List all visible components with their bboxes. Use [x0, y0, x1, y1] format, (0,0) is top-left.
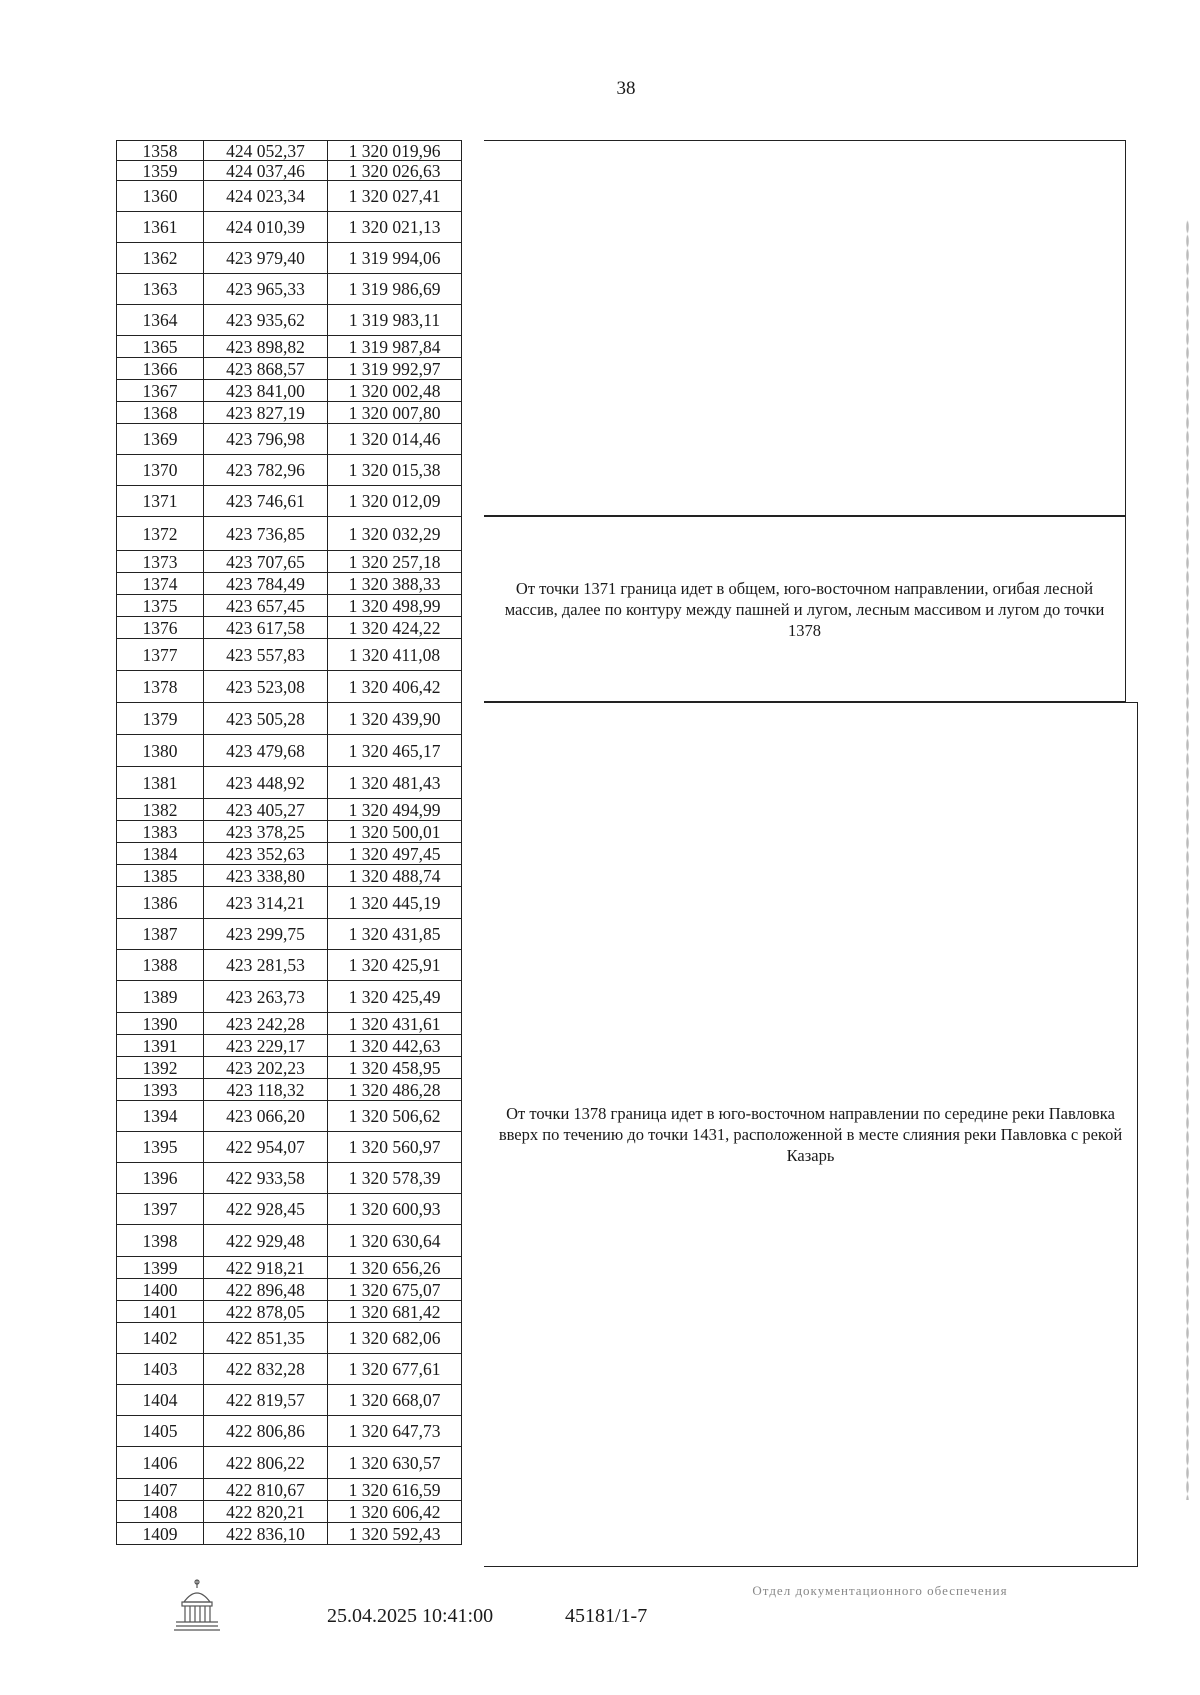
point-number-cell: 1363 — [117, 274, 204, 305]
y-coordinate-cell: 1 320 481,43 — [328, 767, 462, 799]
y-coordinate-cell: 1 320 616,59 — [328, 1479, 462, 1501]
x-coordinate-cell: 422 928,45 — [204, 1194, 328, 1225]
x-coordinate-cell: 422 810,67 — [204, 1479, 328, 1501]
x-coordinate-cell: 422 851,35 — [204, 1323, 328, 1354]
table-row — [117, 517, 462, 551]
table-row — [117, 1501, 462, 1523]
table-row — [117, 1354, 462, 1385]
x-coordinate-cell: 423 784,49 — [204, 573, 328, 595]
y-coordinate-cell: 1 319 987,84 — [328, 336, 462, 358]
point-number-cell: 1399 — [117, 1257, 204, 1279]
table-row — [117, 1479, 462, 1501]
y-coordinate-cell: 1 320 424,22 — [328, 617, 462, 639]
x-coordinate-cell: 423 479,68 — [204, 735, 328, 767]
y-coordinate-cell: 1 320 388,33 — [328, 573, 462, 595]
y-coordinate-cell: 1 320 681,42 — [328, 1301, 462, 1323]
x-coordinate-cell: 423 202,23 — [204, 1057, 328, 1079]
x-coordinate-cell: 423 118,32 — [204, 1079, 328, 1101]
table-row — [117, 161, 462, 181]
boundary-description-2-text: От точки 1371 граница идет в общем, юго-восточном направлении, огибая лесной массив, далее по контуру между пашней и лугом, лесным массивом и лугом до точки 1378 — [504, 578, 1105, 640]
coordinates-table — [116, 140, 462, 1545]
x-coordinate-cell: 423 796,98 — [204, 424, 328, 455]
table-row — [117, 703, 462, 735]
y-coordinate-cell: 1 320 431,85 — [328, 919, 462, 950]
point-number-cell: 1373 — [117, 551, 204, 573]
x-coordinate-cell: 422 954,07 — [204, 1132, 328, 1163]
table-row — [117, 735, 462, 767]
point-number-cell: 1388 — [117, 950, 204, 981]
y-coordinate-cell: 1 320 682,06 — [328, 1323, 462, 1354]
point-number-cell: 1402 — [117, 1323, 204, 1354]
x-coordinate-cell: 424 037,46 — [204, 161, 328, 181]
boundary-description-1 — [484, 140, 1126, 516]
point-number-cell: 1398 — [117, 1225, 204, 1257]
table-row — [117, 821, 462, 843]
y-coordinate-cell: 1 320 488,74 — [328, 865, 462, 887]
table-row — [117, 243, 462, 274]
point-number-cell: 1395 — [117, 1132, 204, 1163]
x-coordinate-cell: 423 066,20 — [204, 1101, 328, 1132]
point-number-cell: 1362 — [117, 243, 204, 274]
x-coordinate-cell: 423 314,21 — [204, 887, 328, 919]
table-row — [117, 1163, 462, 1194]
x-coordinate-cell: 423 281,53 — [204, 950, 328, 981]
x-coordinate-cell: 422 933,58 — [204, 1163, 328, 1194]
boundary-description-3 — [484, 702, 1138, 1567]
table-row — [117, 551, 462, 573]
y-coordinate-cell: 1 320 578,39 — [328, 1163, 462, 1194]
y-coordinate-cell: 1 320 677,61 — [328, 1354, 462, 1385]
point-number-cell: 1383 — [117, 821, 204, 843]
y-coordinate-cell: 1 320 007,80 — [328, 402, 462, 424]
point-number-cell: 1365 — [117, 336, 204, 358]
y-coordinate-cell: 1 320 668,07 — [328, 1385, 462, 1416]
x-coordinate-cell: 423 242,28 — [204, 1013, 328, 1035]
table-row — [117, 981, 462, 1013]
x-coordinate-cell: 422 878,05 — [204, 1301, 328, 1323]
y-coordinate-cell: 1 320 027,41 — [328, 181, 462, 212]
y-coordinate-cell: 1 320 498,99 — [328, 595, 462, 617]
point-number-cell: 1384 — [117, 843, 204, 865]
y-coordinate-cell: 1 320 021,13 — [328, 212, 462, 243]
x-coordinate-cell: 422 896,48 — [204, 1279, 328, 1301]
boundary-description-2 — [484, 516, 1126, 702]
point-number-cell: 1406 — [117, 1447, 204, 1479]
point-number-cell: 1379 — [117, 703, 204, 735]
point-number-cell: 1401 — [117, 1301, 204, 1323]
table-row — [117, 424, 462, 455]
table-row — [117, 639, 462, 671]
x-coordinate-cell: 423 378,25 — [204, 821, 328, 843]
table-row — [117, 1079, 462, 1101]
x-coordinate-cell: 423 965,33 — [204, 274, 328, 305]
y-coordinate-cell: 1 320 406,42 — [328, 671, 462, 703]
point-number-cell: 1359 — [117, 161, 204, 181]
y-coordinate-cell: 1 320 606,42 — [328, 1501, 462, 1523]
table-row — [117, 358, 462, 380]
point-number-cell: 1367 — [117, 380, 204, 402]
y-coordinate-cell: 1 320 032,29 — [328, 517, 462, 551]
x-coordinate-cell: 423 935,62 — [204, 305, 328, 336]
table-row — [117, 799, 462, 821]
y-coordinate-cell: 1 320 560,97 — [328, 1132, 462, 1163]
table-row — [117, 141, 462, 161]
y-coordinate-cell: 1 320 675,07 — [328, 1279, 462, 1301]
point-number-cell: 1382 — [117, 799, 204, 821]
table-row — [117, 887, 462, 919]
x-coordinate-cell: 423 979,40 — [204, 243, 328, 274]
table-row — [117, 1301, 462, 1323]
y-coordinate-cell: 1 320 592,43 — [328, 1523, 462, 1545]
table-row — [117, 1225, 462, 1257]
table-row — [117, 919, 462, 950]
x-coordinate-cell: 423 868,57 — [204, 358, 328, 380]
point-number-cell: 1404 — [117, 1385, 204, 1416]
x-coordinate-cell: 423 707,65 — [204, 551, 328, 573]
point-number-cell: 1385 — [117, 865, 204, 887]
x-coordinate-cell: 422 806,86 — [204, 1416, 328, 1447]
point-number-cell: 1394 — [117, 1101, 204, 1132]
y-coordinate-cell: 1 320 486,28 — [328, 1079, 462, 1101]
x-coordinate-cell: 422 929,48 — [204, 1225, 328, 1257]
x-coordinate-cell: 422 832,28 — [204, 1354, 328, 1385]
x-coordinate-cell: 423 299,75 — [204, 919, 328, 950]
x-coordinate-cell: 423 841,00 — [204, 380, 328, 402]
x-coordinate-cell: 424 052,37 — [204, 141, 328, 161]
x-coordinate-cell: 423 405,27 — [204, 799, 328, 821]
point-number-cell: 1377 — [117, 639, 204, 671]
point-number-cell: 1408 — [117, 1501, 204, 1523]
table-row — [117, 671, 462, 703]
point-number-cell: 1400 — [117, 1279, 204, 1301]
point-number-cell: 1368 — [117, 402, 204, 424]
y-coordinate-cell: 1 320 494,99 — [328, 799, 462, 821]
table-row — [117, 402, 462, 424]
point-number-cell: 1370 — [117, 455, 204, 486]
point-number-cell: 1397 — [117, 1194, 204, 1225]
x-coordinate-cell: 423 617,58 — [204, 617, 328, 639]
y-coordinate-cell: 1 319 983,11 — [328, 305, 462, 336]
point-number-cell: 1405 — [117, 1416, 204, 1447]
table-row — [117, 595, 462, 617]
point-number-cell: 1361 — [117, 212, 204, 243]
x-coordinate-cell: 422 836,10 — [204, 1523, 328, 1545]
y-coordinate-cell: 1 320 411,08 — [328, 639, 462, 671]
x-coordinate-cell: 423 782,96 — [204, 455, 328, 486]
table-row — [117, 486, 462, 517]
building-logo-icon — [172, 1578, 222, 1632]
y-coordinate-cell: 1 320 019,96 — [328, 141, 462, 161]
point-number-cell: 1407 — [117, 1479, 204, 1501]
document-code: 45181/1-7 — [565, 1605, 648, 1627]
x-coordinate-cell: 423 523,08 — [204, 671, 328, 703]
y-coordinate-cell: 1 320 257,18 — [328, 551, 462, 573]
y-coordinate-cell: 1 320 458,95 — [328, 1057, 462, 1079]
table-row — [117, 336, 462, 358]
point-number-cell: 1378 — [117, 671, 204, 703]
point-number-cell: 1372 — [117, 517, 204, 551]
point-number-cell: 1364 — [117, 305, 204, 336]
table-row — [117, 1416, 462, 1447]
y-coordinate-cell: 1 320 439,90 — [328, 703, 462, 735]
x-coordinate-cell: 423 352,63 — [204, 843, 328, 865]
y-coordinate-cell: 1 320 002,48 — [328, 380, 462, 402]
x-coordinate-cell: 422 820,21 — [204, 1501, 328, 1523]
y-coordinate-cell: 1 319 994,06 — [328, 243, 462, 274]
y-coordinate-cell: 1 320 500,01 — [328, 821, 462, 843]
point-number-cell: 1375 — [117, 595, 204, 617]
point-number-cell: 1390 — [117, 1013, 204, 1035]
point-number-cell: 1380 — [117, 735, 204, 767]
table-row — [117, 1013, 462, 1035]
x-coordinate-cell: 423 746,61 — [204, 486, 328, 517]
point-number-cell: 1392 — [117, 1057, 204, 1079]
point-number-cell: 1374 — [117, 573, 204, 595]
boundary-description-3-text: От точки 1378 граница идет в юго-восточном направлении по середине реки Павловка вверх по течению до точки 1431, расположенной в месте слияния реки Павловка с рекой Казарь — [498, 1104, 1123, 1165]
x-coordinate-cell: 424 010,39 — [204, 212, 328, 243]
x-coordinate-cell: 422 918,21 — [204, 1257, 328, 1279]
table-row — [117, 1035, 462, 1057]
print-timestamp: 25.04.2025 10:41:00 — [327, 1605, 494, 1627]
y-coordinate-cell: 1 320 445,19 — [328, 887, 462, 919]
x-coordinate-cell: 423 736,85 — [204, 517, 328, 551]
table-row — [117, 274, 462, 305]
y-coordinate-cell: 1 320 015,38 — [328, 455, 462, 486]
table-row — [117, 380, 462, 402]
point-number-cell: 1386 — [117, 887, 204, 919]
y-coordinate-cell: 1 319 992,97 — [328, 358, 462, 380]
point-number-cell: 1381 — [117, 767, 204, 799]
x-coordinate-cell: 423 338,80 — [204, 865, 328, 887]
point-number-cell: 1376 — [117, 617, 204, 639]
table-row — [117, 1385, 462, 1416]
table-row — [117, 950, 462, 981]
x-coordinate-cell: 423 448,92 — [204, 767, 328, 799]
y-coordinate-cell: 1 320 014,46 — [328, 424, 462, 455]
table-row — [117, 617, 462, 639]
y-coordinate-cell: 1 320 497,45 — [328, 843, 462, 865]
table-row — [117, 1523, 462, 1545]
x-coordinate-cell: 423 827,19 — [204, 402, 328, 424]
y-coordinate-cell: 1 320 026,63 — [328, 161, 462, 181]
x-coordinate-cell: 423 229,17 — [204, 1035, 328, 1057]
y-coordinate-cell: 1 320 656,26 — [328, 1257, 462, 1279]
y-coordinate-cell: 1 319 986,69 — [328, 274, 462, 305]
table-row — [117, 573, 462, 595]
y-coordinate-cell: 1 320 425,49 — [328, 981, 462, 1013]
table-row — [117, 1194, 462, 1225]
point-number-cell: 1387 — [117, 919, 204, 950]
coordinates-table-body — [117, 141, 462, 1545]
table-row — [117, 1132, 462, 1163]
y-coordinate-cell: 1 320 442,63 — [328, 1035, 462, 1057]
point-number-cell: 1360 — [117, 181, 204, 212]
point-number-cell: 1366 — [117, 358, 204, 380]
x-coordinate-cell: 423 898,82 — [204, 336, 328, 358]
table-row — [117, 1447, 462, 1479]
point-number-cell: 1371 — [117, 486, 204, 517]
y-coordinate-cell: 1 320 012,09 — [328, 486, 462, 517]
x-coordinate-cell: 423 505,28 — [204, 703, 328, 735]
table-row — [117, 1057, 462, 1079]
point-number-cell: 1403 — [117, 1354, 204, 1385]
y-coordinate-cell: 1 320 506,62 — [328, 1101, 462, 1132]
y-coordinate-cell: 1 320 425,91 — [328, 950, 462, 981]
y-coordinate-cell: 1 320 630,57 — [328, 1447, 462, 1479]
y-coordinate-cell: 1 320 630,64 — [328, 1225, 462, 1257]
table-row — [117, 1101, 462, 1132]
scan-margin-dots — [1186, 220, 1189, 1500]
x-coordinate-cell: 422 806,22 — [204, 1447, 328, 1479]
y-coordinate-cell: 1 320 431,61 — [328, 1013, 462, 1035]
point-number-cell: 1393 — [117, 1079, 204, 1101]
point-number-cell: 1409 — [117, 1523, 204, 1545]
table-row — [117, 305, 462, 336]
page-number: 38 — [616, 78, 636, 99]
point-number-cell: 1358 — [117, 141, 204, 161]
table-row — [117, 843, 462, 865]
y-coordinate-cell: 1 320 465,17 — [328, 735, 462, 767]
x-coordinate-cell: 423 263,73 — [204, 981, 328, 1013]
table-row — [117, 865, 462, 887]
x-coordinate-cell: 422 819,57 — [204, 1385, 328, 1416]
table-row — [117, 181, 462, 212]
point-number-cell: 1391 — [117, 1035, 204, 1057]
table-row — [117, 455, 462, 486]
y-coordinate-cell: 1 320 647,73 — [328, 1416, 462, 1447]
x-coordinate-cell: 423 557,83 — [204, 639, 328, 671]
table-row — [117, 1257, 462, 1279]
x-coordinate-cell: 424 023,34 — [204, 181, 328, 212]
table-row — [117, 767, 462, 799]
point-number-cell: 1396 — [117, 1163, 204, 1194]
point-number-cell: 1389 — [117, 981, 204, 1013]
x-coordinate-cell: 423 657,45 — [204, 595, 328, 617]
table-row — [117, 212, 462, 243]
point-number-cell: 1369 — [117, 424, 204, 455]
department-stamp: Отдел документационного обеспечения — [752, 1583, 1008, 1598]
y-coordinate-cell: 1 320 600,93 — [328, 1194, 462, 1225]
table-row — [117, 1279, 462, 1301]
table-row — [117, 1323, 462, 1354]
